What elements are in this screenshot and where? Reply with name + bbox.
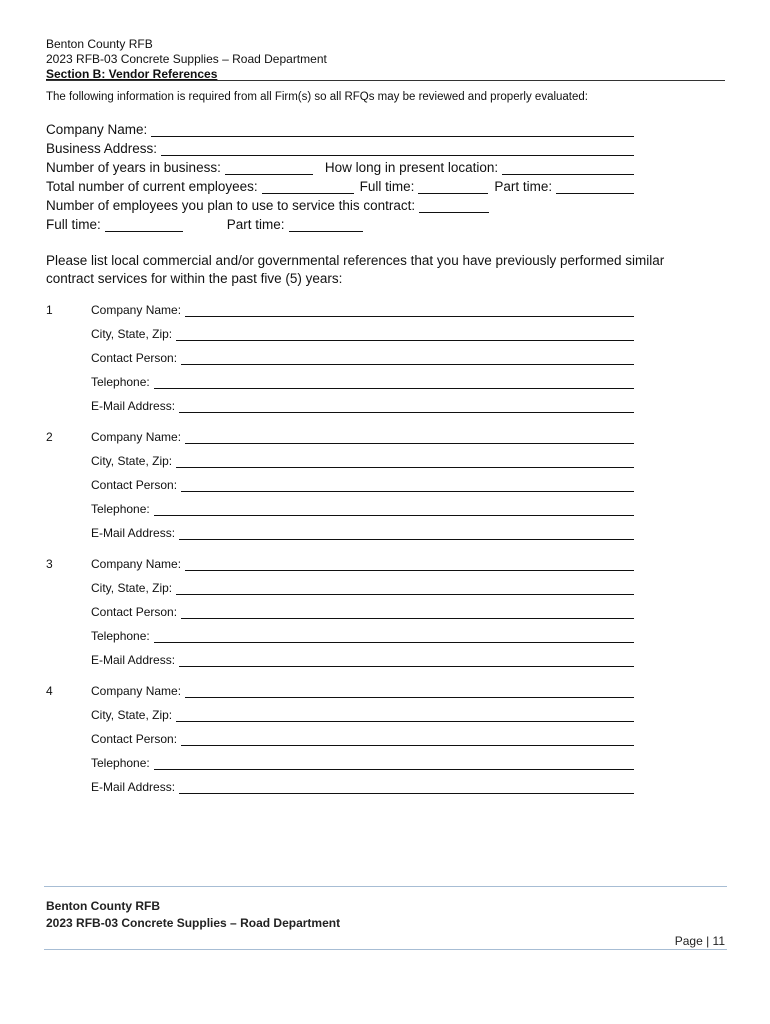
header-divider: [46, 80, 725, 81]
contract-employees-label: Number of employees you plan to use to service this contract:: [46, 198, 416, 213]
ref3-phone-field[interactable]: [154, 631, 634, 643]
ref-city-label: City, State, Zip:: [91, 581, 173, 595]
ref1-email-row: [91, 399, 634, 413]
business-address-row: [46, 141, 634, 156]
employees-row: [46, 179, 634, 194]
ref4-email-row: [91, 780, 634, 794]
reference-number: 1: [46, 303, 53, 317]
ref-phone-label: Telephone:: [91, 629, 150, 643]
ref1-contact-row: [91, 351, 634, 365]
contract-employees-row: [46, 198, 489, 213]
ref3-city-field[interactable]: [176, 583, 634, 595]
ref2-contact-field[interactable]: [181, 480, 634, 492]
total-employees-field[interactable]: [262, 180, 354, 194]
part-time-field[interactable]: [556, 180, 634, 194]
ref3-company-row: [91, 557, 634, 571]
ref-phone-label: Telephone:: [91, 502, 150, 516]
part-time-label-2: Part time:: [226, 217, 285, 232]
ref1-company-row: [91, 303, 634, 317]
ref2-contact-row: [91, 478, 634, 492]
section-title: Section B: Vendor References: [46, 67, 218, 81]
ref-city-label: City, State, Zip:: [91, 708, 173, 722]
ref4-phone-row: [91, 756, 634, 770]
ref-contact-label: Contact Person:: [91, 732, 178, 746]
ref4-phone-field[interactable]: [154, 758, 634, 770]
ref3-company-field[interactable]: [185, 559, 634, 571]
footer-divider-bottom: [44, 949, 727, 950]
header-org: Benton County RFB: [46, 37, 153, 51]
reference-number: 4: [46, 684, 53, 698]
ref2-phone-field[interactable]: [154, 504, 634, 516]
ref4-company-field[interactable]: [185, 686, 634, 698]
ref3-phone-row: [91, 629, 634, 643]
ref1-city-field[interactable]: [176, 329, 634, 341]
company-name-label: Company Name:: [46, 122, 148, 137]
ref3-email-row: [91, 653, 634, 667]
ref-phone-label: Telephone:: [91, 375, 150, 389]
ref3-city-row: [91, 581, 634, 595]
ref3-contact-field[interactable]: [181, 607, 634, 619]
years-row: [46, 160, 634, 175]
reference-number: 2: [46, 430, 53, 444]
ref4-company-row: [91, 684, 634, 698]
ref1-email-field[interactable]: [179, 401, 634, 413]
ref-email-label: E-Mail Address:: [91, 653, 176, 667]
ref-contact-label: Contact Person:: [91, 478, 178, 492]
business-address-label: Business Address:: [46, 141, 158, 156]
intro-text: The following information is required from all Firm(s) so all RFQs may be reviewed and properly evaluated:: [46, 91, 588, 103]
footer-rfb-title: 2023 RFB-03 Concrete Supplies – Road Department: [46, 916, 341, 930]
page-number: Page | 11: [674, 934, 725, 948]
ref3-email-field[interactable]: [179, 655, 634, 667]
ref-email-label: E-Mail Address:: [91, 780, 176, 794]
part-time-field-2[interactable]: [289, 218, 363, 232]
full-time-label-2: Full time:: [46, 217, 101, 232]
references-instructions: Please list local commercial and/or governmental references that you have previously performed similar contract services for within the past five (5) years:: [46, 253, 665, 286]
ref2-city-field[interactable]: [176, 456, 634, 468]
footer-org: Benton County RFB: [46, 899, 160, 913]
ref4-contact-field[interactable]: [181, 734, 634, 746]
ref2-email-field[interactable]: [179, 528, 634, 540]
ref2-phone-row: [91, 502, 634, 516]
ref-company-label: Company Name:: [91, 557, 182, 571]
full-time-field-2[interactable]: [105, 218, 183, 232]
years-in-business-field[interactable]: [225, 161, 313, 175]
total-employees-label: Total number of current employees:: [46, 179, 258, 194]
ref-city-label: City, State, Zip:: [91, 327, 173, 341]
ref-contact-label: Contact Person:: [91, 605, 178, 619]
part-time-label: Part time:: [494, 179, 553, 194]
ref2-company-row: [91, 430, 634, 444]
full-time-field[interactable]: [418, 180, 488, 194]
ref4-city-field[interactable]: [176, 710, 634, 722]
ref3-contact-row: [91, 605, 634, 619]
ref-company-label: Company Name:: [91, 303, 182, 317]
ref-company-label: Company Name:: [91, 430, 182, 444]
company-name-row: [46, 122, 634, 137]
ref2-company-field[interactable]: [185, 432, 634, 444]
ref-contact-label: Contact Person:: [91, 351, 178, 365]
ref4-contact-row: [91, 732, 634, 746]
ref1-contact-field[interactable]: [181, 353, 634, 365]
ref-email-label: E-Mail Address:: [91, 399, 176, 413]
ref-email-label: E-Mail Address:: [91, 526, 176, 540]
ref2-email-row: [91, 526, 634, 540]
footer-divider-top: [44, 886, 727, 887]
ref1-city-row: [91, 327, 634, 341]
reference-number: 3: [46, 557, 53, 571]
ref4-city-row: [91, 708, 634, 722]
ref4-email-field[interactable]: [179, 782, 634, 794]
full-time-label: Full time:: [359, 179, 415, 194]
ref1-company-field[interactable]: [185, 305, 634, 317]
company-name-field[interactable]: [151, 123, 634, 137]
ref-phone-label: Telephone:: [91, 756, 150, 770]
contract-employees-field[interactable]: [419, 199, 489, 213]
header-rfb-title: 2023 RFB-03 Concrete Supplies – Road Department: [46, 52, 327, 66]
present-location-field[interactable]: [502, 161, 634, 175]
ref-city-label: City, State, Zip:: [91, 454, 173, 468]
present-location-label: How long in present location:: [324, 160, 499, 175]
ref-company-label: Company Name:: [91, 684, 182, 698]
ref2-city-row: [91, 454, 634, 468]
contract-fulltime-row: [46, 217, 363, 232]
years-in-business-label: Number of years in business:: [46, 160, 221, 175]
ref1-phone-row: [91, 375, 634, 389]
business-address-field[interactable]: [161, 142, 634, 156]
ref1-phone-field[interactable]: [154, 377, 634, 389]
